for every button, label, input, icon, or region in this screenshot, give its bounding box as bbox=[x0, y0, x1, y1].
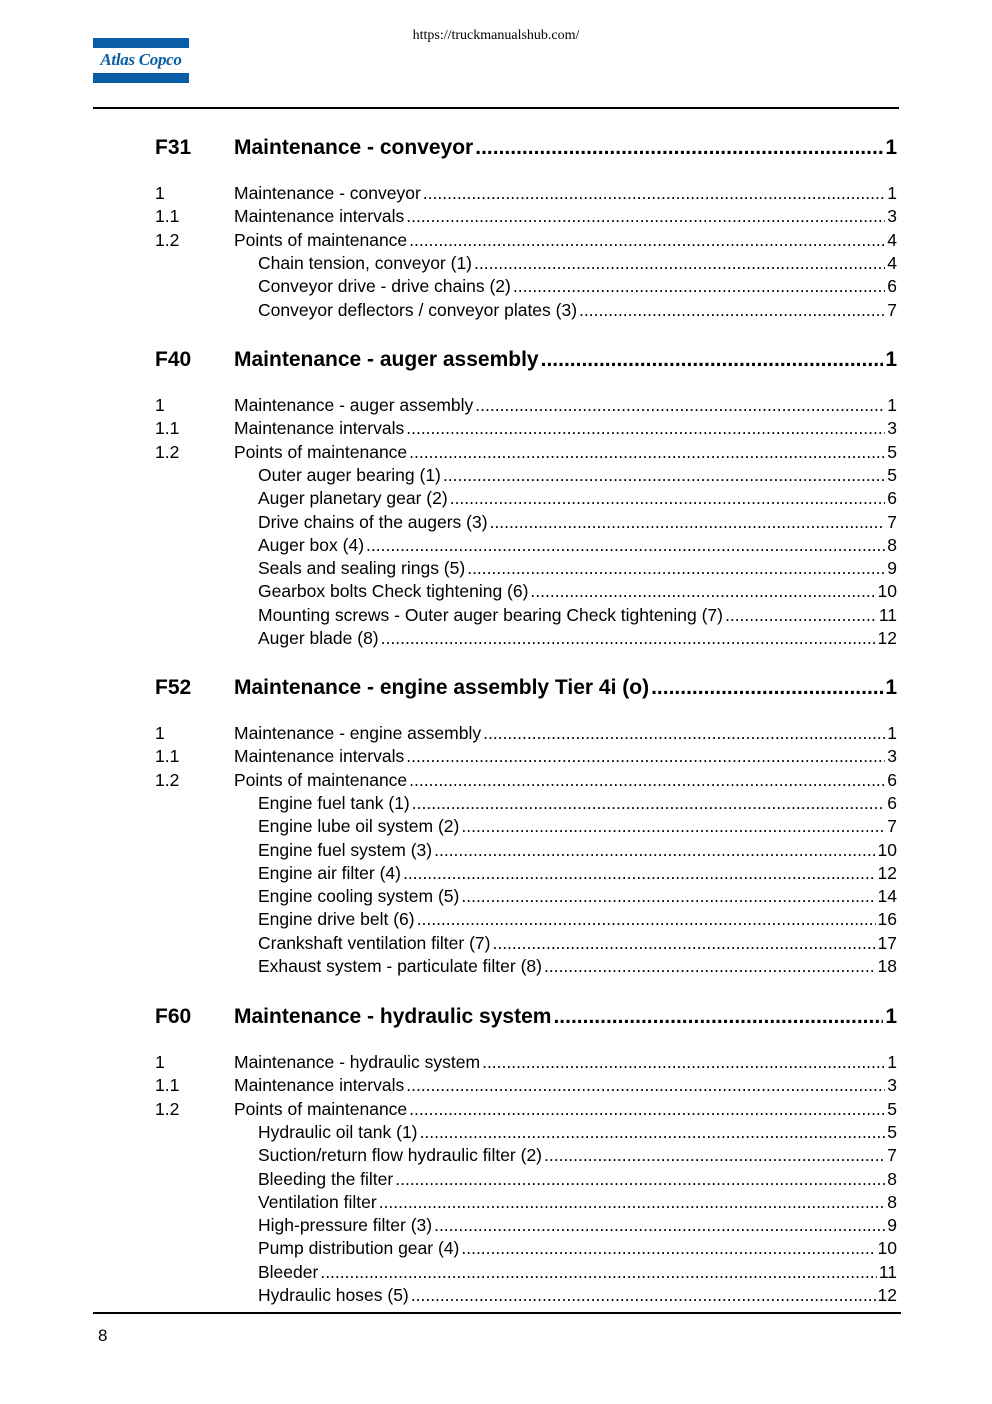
entry-title: Engine cooling system (5) bbox=[258, 886, 460, 907]
entry-page: 18 bbox=[877, 956, 897, 976]
entry-title: Points of maintenance bbox=[234, 441, 408, 462]
entry-number: F31 bbox=[155, 136, 192, 159]
entry-title: Chain tension, conveyor (1) bbox=[258, 252, 472, 273]
entry-line bbox=[258, 793, 897, 814]
entry-number: 1 bbox=[155, 723, 165, 743]
toc-entry[interactable] bbox=[0, 1099, 992, 1121]
entry-line bbox=[258, 276, 897, 297]
toc-entry[interactable] bbox=[0, 793, 992, 815]
entry-page: 5 bbox=[887, 464, 897, 485]
entry-line bbox=[258, 909, 897, 930]
entry-line bbox=[258, 605, 897, 626]
entry-title: Ventilation filter bbox=[258, 1191, 377, 1212]
entry-page: 6 bbox=[887, 276, 897, 297]
entry-page: 1 bbox=[887, 723, 897, 743]
entry-line bbox=[258, 1192, 897, 1213]
entry-title: Bleeder bbox=[258, 1261, 319, 1282]
dot-leader bbox=[461, 816, 885, 837]
entry-title: Maintenance intervals bbox=[234, 746, 405, 767]
entry-title: Pump distribution gear (4) bbox=[258, 1238, 460, 1259]
entry-line bbox=[258, 1122, 897, 1143]
entry-page: 6 bbox=[887, 769, 897, 790]
dot-leader bbox=[381, 628, 876, 649]
entry-number: 1 bbox=[155, 183, 165, 203]
atlas-copco-logo bbox=[93, 38, 189, 83]
entry-title: Maintenance intervals bbox=[234, 418, 405, 439]
dot-leader bbox=[406, 746, 885, 767]
toc-entry[interactable] bbox=[0, 183, 992, 205]
entry-line bbox=[234, 723, 897, 744]
entry-page: 12 bbox=[877, 1285, 897, 1305]
entry-page: 7 bbox=[887, 816, 897, 837]
section-heading[interactable] bbox=[0, 676, 992, 702]
entry-title: Outer auger bearing (1) bbox=[258, 464, 441, 485]
toc-entry[interactable] bbox=[0, 535, 992, 557]
dot-leader bbox=[409, 442, 885, 463]
toc-entry[interactable] bbox=[0, 230, 992, 252]
entry-page: 5 bbox=[887, 1098, 897, 1119]
entry-line bbox=[234, 442, 897, 463]
entry-page: 8 bbox=[887, 1191, 897, 1212]
dot-leader bbox=[412, 793, 886, 814]
entry-number: 1.1 bbox=[155, 206, 180, 227]
toc-entry[interactable] bbox=[0, 956, 992, 978]
entry-title: Maintenance - auger assembly bbox=[234, 395, 474, 415]
dot-leader bbox=[395, 1169, 885, 1190]
entry-number: F40 bbox=[155, 348, 192, 371]
dot-leader bbox=[530, 581, 875, 602]
header-rule bbox=[93, 107, 899, 109]
toc-entry[interactable] bbox=[0, 886, 992, 908]
entry-line bbox=[258, 535, 897, 556]
entry-page: 1 bbox=[885, 348, 897, 371]
page-number: 8 bbox=[98, 1326, 108, 1345]
dot-leader bbox=[461, 886, 875, 907]
dot-leader bbox=[320, 1262, 877, 1283]
entry-page: 1 bbox=[887, 183, 897, 203]
toc-entry[interactable] bbox=[0, 746, 992, 768]
entry-title: Maintenance - conveyor bbox=[234, 183, 421, 203]
dot-leader bbox=[541, 348, 884, 372]
entry-title: High-pressure filter (3) bbox=[258, 1215, 433, 1236]
dot-leader bbox=[482, 1052, 885, 1073]
entry-title: Conveyor deflectors / conveyor plates (3) bbox=[258, 299, 578, 320]
entry-number: 1.2 bbox=[155, 229, 180, 250]
entry-line bbox=[258, 558, 897, 579]
entry-title: Auger box (4) bbox=[258, 534, 365, 555]
dot-leader bbox=[411, 1285, 876, 1306]
entry-page: 9 bbox=[887, 1215, 897, 1236]
toc-entry[interactable] bbox=[0, 628, 992, 650]
dot-leader bbox=[461, 1238, 875, 1259]
toc-entry[interactable] bbox=[0, 442, 992, 464]
entry-title: Auger blade (8) bbox=[258, 628, 379, 648]
entry-page: 7 bbox=[887, 299, 897, 320]
entry-page: 10 bbox=[877, 1238, 897, 1259]
section-heading[interactable] bbox=[0, 348, 992, 374]
entry-line bbox=[258, 253, 897, 274]
dot-leader bbox=[513, 276, 885, 297]
entry-line bbox=[258, 840, 897, 861]
entry-page: 1 bbox=[885, 1005, 897, 1028]
entry-title: Points of maintenance bbox=[234, 229, 408, 250]
entry-line bbox=[258, 1215, 897, 1236]
entry-page: 6 bbox=[887, 488, 897, 509]
entry-title: Engine lube oil system (2) bbox=[258, 816, 460, 837]
entry-line bbox=[258, 1238, 897, 1259]
dot-leader bbox=[409, 1099, 885, 1120]
entry-number: 1.1 bbox=[155, 418, 180, 439]
entry-page: 6 bbox=[887, 792, 897, 813]
entry-line bbox=[234, 770, 897, 791]
dot-leader bbox=[490, 512, 886, 533]
dot-leader bbox=[544, 956, 876, 977]
entry-line bbox=[258, 628, 897, 649]
dot-leader bbox=[403, 863, 876, 884]
entry-page: 1 bbox=[887, 1052, 897, 1072]
entry-title: Maintenance - auger assembly bbox=[234, 348, 539, 371]
toc-entry[interactable] bbox=[0, 512, 992, 534]
toc-entry[interactable] bbox=[0, 723, 992, 745]
toc-entry[interactable] bbox=[0, 206, 992, 228]
dot-leader bbox=[553, 1005, 883, 1029]
toc-entry[interactable] bbox=[0, 1145, 992, 1167]
dot-leader bbox=[483, 723, 885, 744]
entry-page: 5 bbox=[887, 1121, 897, 1142]
dot-leader bbox=[725, 605, 877, 626]
entry-number: F60 bbox=[155, 1005, 192, 1028]
entry-page: 16 bbox=[877, 909, 897, 930]
entry-page: 11 bbox=[878, 604, 897, 625]
toc-entry[interactable] bbox=[0, 253, 992, 275]
entry-line bbox=[258, 300, 897, 321]
entry-line bbox=[258, 1262, 897, 1283]
entry-title: Engine air filter (4) bbox=[258, 862, 401, 883]
dot-leader bbox=[492, 933, 875, 954]
entry-line bbox=[258, 1145, 897, 1166]
entry-title: Bleeding the filter bbox=[258, 1168, 394, 1189]
dot-leader bbox=[417, 909, 876, 930]
entry-title: Maintenance - hydraulic system bbox=[234, 1005, 552, 1028]
dot-leader bbox=[467, 558, 885, 579]
entry-number: 1.1 bbox=[155, 1075, 180, 1096]
entry-number: 1.2 bbox=[155, 769, 180, 790]
entry-page: 3 bbox=[887, 418, 897, 439]
dot-leader bbox=[406, 206, 885, 227]
entry-page: 12 bbox=[877, 862, 897, 883]
toc-entry[interactable] bbox=[0, 488, 992, 510]
toc-entry[interactable] bbox=[0, 770, 992, 792]
entry-line bbox=[234, 183, 897, 204]
entry-page: 3 bbox=[887, 206, 897, 227]
dot-leader bbox=[434, 840, 875, 861]
logo-wordmark: Atlas Copco bbox=[100, 50, 182, 69]
entry-page: 9 bbox=[887, 558, 897, 579]
dot-leader bbox=[420, 1122, 886, 1143]
entry-page: 1 bbox=[885, 676, 897, 699]
entry-title: Points of maintenance bbox=[234, 1098, 408, 1119]
toc-entry[interactable] bbox=[0, 1215, 992, 1237]
entry-page: 11 bbox=[878, 1261, 897, 1282]
entry-page: 12 bbox=[877, 628, 897, 648]
entry-line bbox=[258, 1285, 897, 1306]
entry-number: 1 bbox=[155, 1052, 165, 1072]
toc-entry[interactable] bbox=[0, 395, 992, 417]
dot-leader bbox=[651, 676, 883, 700]
dot-leader bbox=[409, 770, 885, 791]
entry-title: Suction/return flow hydraulic filter (2) bbox=[258, 1145, 542, 1166]
entry-title: Engine fuel system (3) bbox=[258, 839, 433, 860]
entry-number: 1.1 bbox=[155, 746, 180, 767]
toc-entry[interactable] bbox=[0, 816, 992, 838]
entry-page: 3 bbox=[887, 746, 897, 767]
entry-title: Engine drive belt (6) bbox=[258, 909, 415, 930]
source-url[interactable]: https://truckmanualshub.com/ bbox=[412, 28, 580, 43]
toc-entry[interactable] bbox=[0, 1122, 992, 1144]
entry-page: 1 bbox=[887, 395, 897, 415]
entry-title: Hydraulic hoses (5) bbox=[258, 1285, 409, 1305]
entry-title: Seals and sealing rings (5) bbox=[258, 558, 466, 579]
entry-number: 1 bbox=[155, 395, 165, 415]
toc-entry[interactable] bbox=[0, 933, 992, 955]
dot-leader bbox=[406, 1075, 885, 1096]
entry-line bbox=[234, 395, 897, 416]
entry-title: Gearbox bolts Check tightening (6) bbox=[258, 581, 529, 602]
dot-leader bbox=[579, 300, 885, 321]
dot-leader bbox=[406, 418, 885, 439]
entry-line bbox=[234, 1052, 897, 1073]
entry-page: 8 bbox=[887, 1168, 897, 1189]
toc-entry[interactable] bbox=[0, 418, 992, 440]
entry-line bbox=[258, 581, 897, 602]
entry-line bbox=[234, 418, 897, 439]
logo-bar-bottom bbox=[93, 73, 189, 83]
toc-entry[interactable] bbox=[0, 1169, 992, 1191]
toc-entry[interactable] bbox=[0, 465, 992, 487]
toc-entry[interactable] bbox=[0, 276, 992, 298]
dot-leader bbox=[475, 136, 883, 160]
toc-entry[interactable] bbox=[0, 1052, 992, 1074]
toc-entry[interactable] bbox=[0, 581, 992, 603]
toc-entry[interactable] bbox=[0, 863, 992, 885]
entry-line bbox=[234, 1075, 897, 1096]
section-heading[interactable] bbox=[0, 1005, 992, 1031]
section-heading[interactable] bbox=[0, 136, 992, 162]
dot-leader bbox=[366, 535, 885, 556]
entry-title: Exhaust system - particulate filter (8) bbox=[258, 956, 542, 976]
entry-title: Auger planetary gear (2) bbox=[258, 488, 448, 509]
entry-line bbox=[234, 230, 897, 251]
entry-title: Engine fuel tank (1) bbox=[258, 792, 410, 813]
entry-line bbox=[258, 1169, 897, 1190]
entry-title: Maintenance - hydraulic system bbox=[234, 1052, 481, 1072]
entry-page: 4 bbox=[887, 252, 897, 273]
dot-leader bbox=[474, 253, 885, 274]
entry-title: Maintenance intervals bbox=[234, 1075, 405, 1096]
entry-line bbox=[258, 863, 897, 884]
entry-line bbox=[234, 676, 897, 700]
toc-entry[interactable] bbox=[0, 1192, 992, 1214]
entry-page: 14 bbox=[877, 886, 897, 907]
toc-entry[interactable] bbox=[0, 1285, 992, 1307]
entry-line bbox=[258, 886, 897, 907]
entry-line bbox=[234, 348, 897, 372]
entry-number: 1.2 bbox=[155, 441, 180, 462]
toc-entry[interactable] bbox=[0, 605, 992, 627]
entry-line bbox=[234, 136, 897, 160]
toc-entry[interactable] bbox=[0, 558, 992, 580]
dot-leader bbox=[443, 465, 885, 486]
footer-rule bbox=[93, 1312, 901, 1314]
dot-leader bbox=[544, 1145, 885, 1166]
dot-leader bbox=[423, 183, 885, 204]
entry-title: Conveyor drive - drive chains (2) bbox=[258, 276, 511, 297]
toc-entry[interactable] bbox=[0, 300, 992, 322]
entry-line bbox=[234, 1005, 897, 1029]
entry-page: 10 bbox=[877, 581, 897, 602]
entry-title: Maintenance intervals bbox=[234, 206, 405, 227]
toc-entry[interactable] bbox=[0, 909, 992, 931]
toc-entry[interactable] bbox=[0, 1075, 992, 1097]
dot-leader bbox=[450, 488, 886, 509]
entry-line bbox=[258, 465, 897, 486]
entry-title: Hydraulic oil tank (1) bbox=[258, 1121, 418, 1142]
entry-page: 8 bbox=[887, 534, 897, 555]
dot-leader bbox=[475, 395, 885, 416]
toc-entry[interactable] bbox=[0, 1238, 992, 1260]
entry-title: Maintenance - engine assembly Tier 4i (o) bbox=[234, 676, 650, 699]
dot-leader bbox=[409, 230, 885, 251]
entry-line bbox=[258, 956, 897, 977]
entry-line bbox=[258, 816, 897, 837]
toc-entry[interactable] bbox=[0, 1262, 992, 1284]
entry-line bbox=[258, 933, 897, 954]
entry-line bbox=[234, 206, 897, 227]
entry-title: Maintenance - engine assembly bbox=[234, 723, 482, 743]
entry-title: Crankshaft ventilation filter (7) bbox=[258, 932, 491, 953]
dot-leader bbox=[379, 1192, 886, 1213]
entry-page: 17 bbox=[877, 932, 897, 953]
entry-page: 7 bbox=[887, 511, 897, 532]
entry-page: 3 bbox=[887, 1075, 897, 1096]
entry-page: 7 bbox=[887, 1145, 897, 1166]
entry-title: Maintenance - conveyor bbox=[234, 136, 474, 159]
entry-page: 5 bbox=[887, 441, 897, 462]
entry-line bbox=[258, 512, 897, 533]
entry-title: Points of maintenance bbox=[234, 769, 408, 790]
entry-page: 10 bbox=[877, 839, 897, 860]
entry-title: Mounting screws - Outer auger bearing Check tightening (7) bbox=[258, 604, 723, 625]
dot-leader bbox=[434, 1215, 885, 1236]
entry-title: Drive chains of the augers (3) bbox=[258, 511, 488, 532]
entry-number: 1.2 bbox=[155, 1098, 180, 1119]
entry-page: 4 bbox=[887, 229, 897, 250]
entry-line bbox=[234, 1099, 897, 1120]
entry-number: F52 bbox=[155, 676, 192, 699]
toc-entry[interactable] bbox=[0, 840, 992, 862]
entry-line bbox=[258, 488, 897, 509]
entry-page: 1 bbox=[885, 136, 897, 159]
entry-line bbox=[234, 746, 897, 767]
